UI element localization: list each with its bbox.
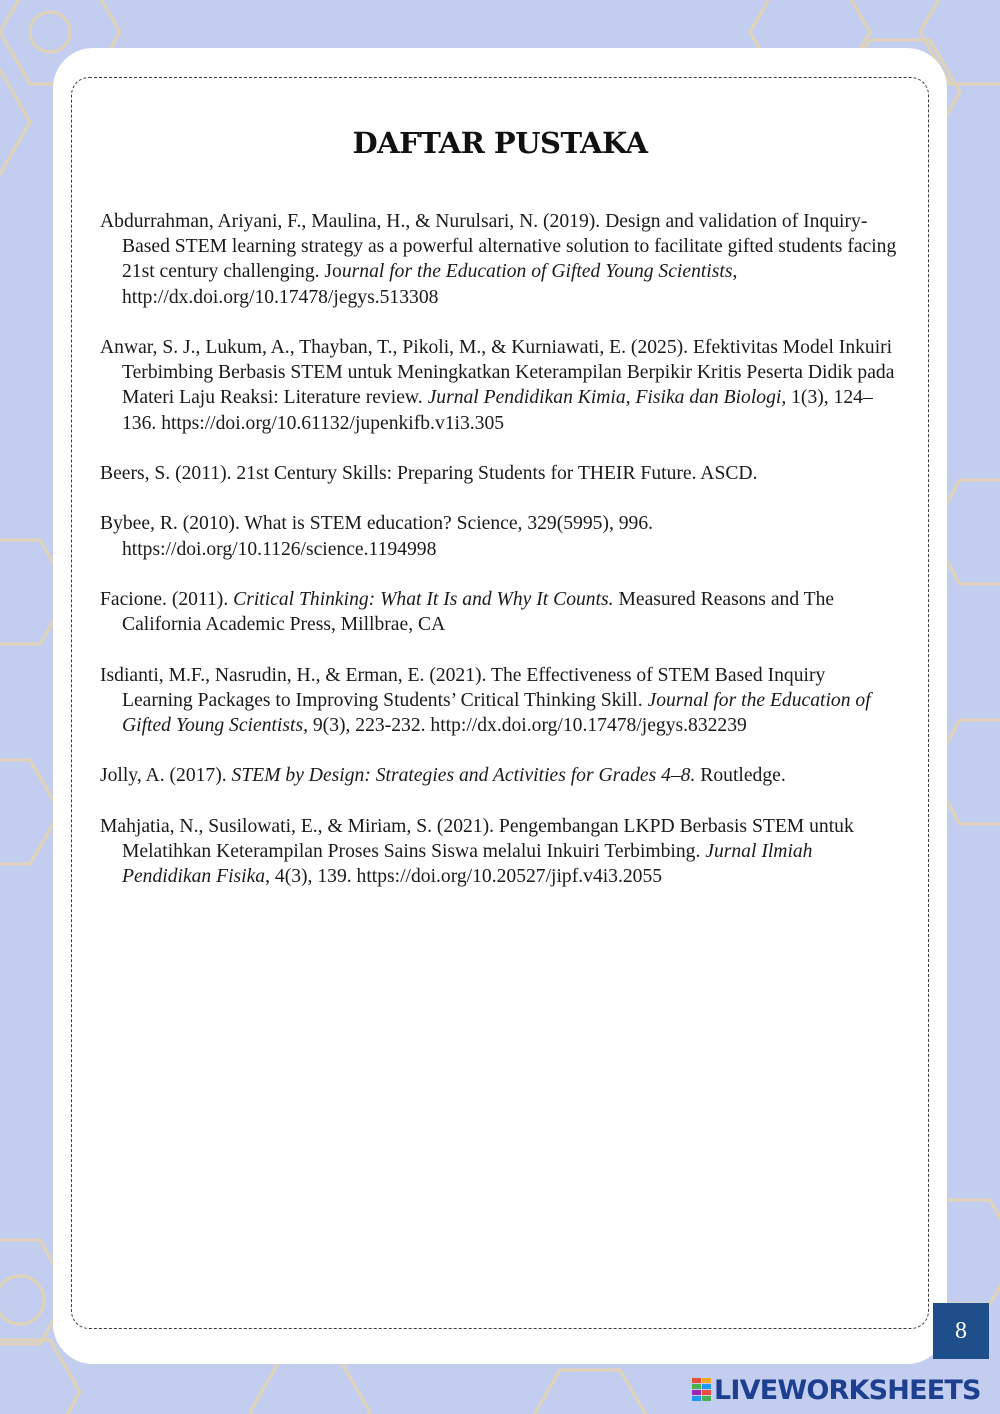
reference-item: Bybee, R. (2010). What is STEM education? Science, 329(5995), 996. https://doi.org/10.1126/science.1194998	[100, 513, 654, 560]
liveworksheets-brand[interactable]	[692, 1374, 981, 1406]
page-card	[53, 48, 947, 1364]
brand-name: LIVEWORKSHEETS	[714, 1374, 981, 1406]
reference-item: Anwar, S. J., Lukum, A., Thayban, T., Pikoli, M., & Kurniawati, E. (2025). Efektivitas Model Inkuiri Terbimbing Berbasis STEM untuk Meningkatkan Keterampilan Berpikir Kritis Peserta Didik pada Materi Laju Reaksi: Literature review. Jurnal Pendidikan Kimia, Fisika dan Biologi, 1(3), 124–136. https://doi.org/10.61132/jupenkifb.v1i3.305	[100, 337, 895, 434]
reference-item: Facione. (2011). Critical Thinking: What It Is and Why It Counts. Measured Reasons and The California Academic Press, Millbrae, CA	[100, 588, 835, 636]
reference-item: Isdianti, M.F., Nasrudin, H., & Erman, E. (2021). The Effectiveness of STEM Based Inquiry Learning Packages to Improving Students’ Critical Thinking Skill. Journal for the Education of Gifted Young Scientists, 9(3), 223-232. http://dx.doi.org/10.17478/jegys.832239	[100, 664, 871, 736]
liveworksheets-logo-icon	[692, 1378, 712, 1402]
reference-item: Jolly, A. (2017). STEM by Design: Strategies and Activities for Grades 4–8. Routledge.	[100, 765, 786, 787]
reference-item: Beers, S. (2011). 21st Century Skills: Preparing Students for THEIR Future. ASCD.	[100, 463, 758, 484]
page-number: 8	[933, 1303, 989, 1359]
reference-item: Mahjatia, N., Susilowati, E., & Miriam, S. (2021). Pengembangan LKPD Berbasis STEM untuk Melatihkan Keterampilan Proses Sains Siswa melalui Inkuiri Terbimbing. Jurnal Ilmiah Pendidikan Fisika, 4(3), 139. https://doi.org/10.20527/jipf.v4i3.2055	[100, 815, 854, 888]
reference-list	[100, 209, 900, 915]
reference-item: Abdurrahman, Ariyani, F., Maulina, H., & Nurulsari, N. (2019). Design and validation of Inquiry-Based STEM learning strategy as a powerful alternative solution to facilitate gifted students facing 21st century challenging. Journal for the Education of Gifted Young Scientists, http://dx.doi.org/10.17478/jegys.513308	[100, 211, 897, 308]
page-title: DAFTAR PUSTAKA	[352, 126, 648, 160]
